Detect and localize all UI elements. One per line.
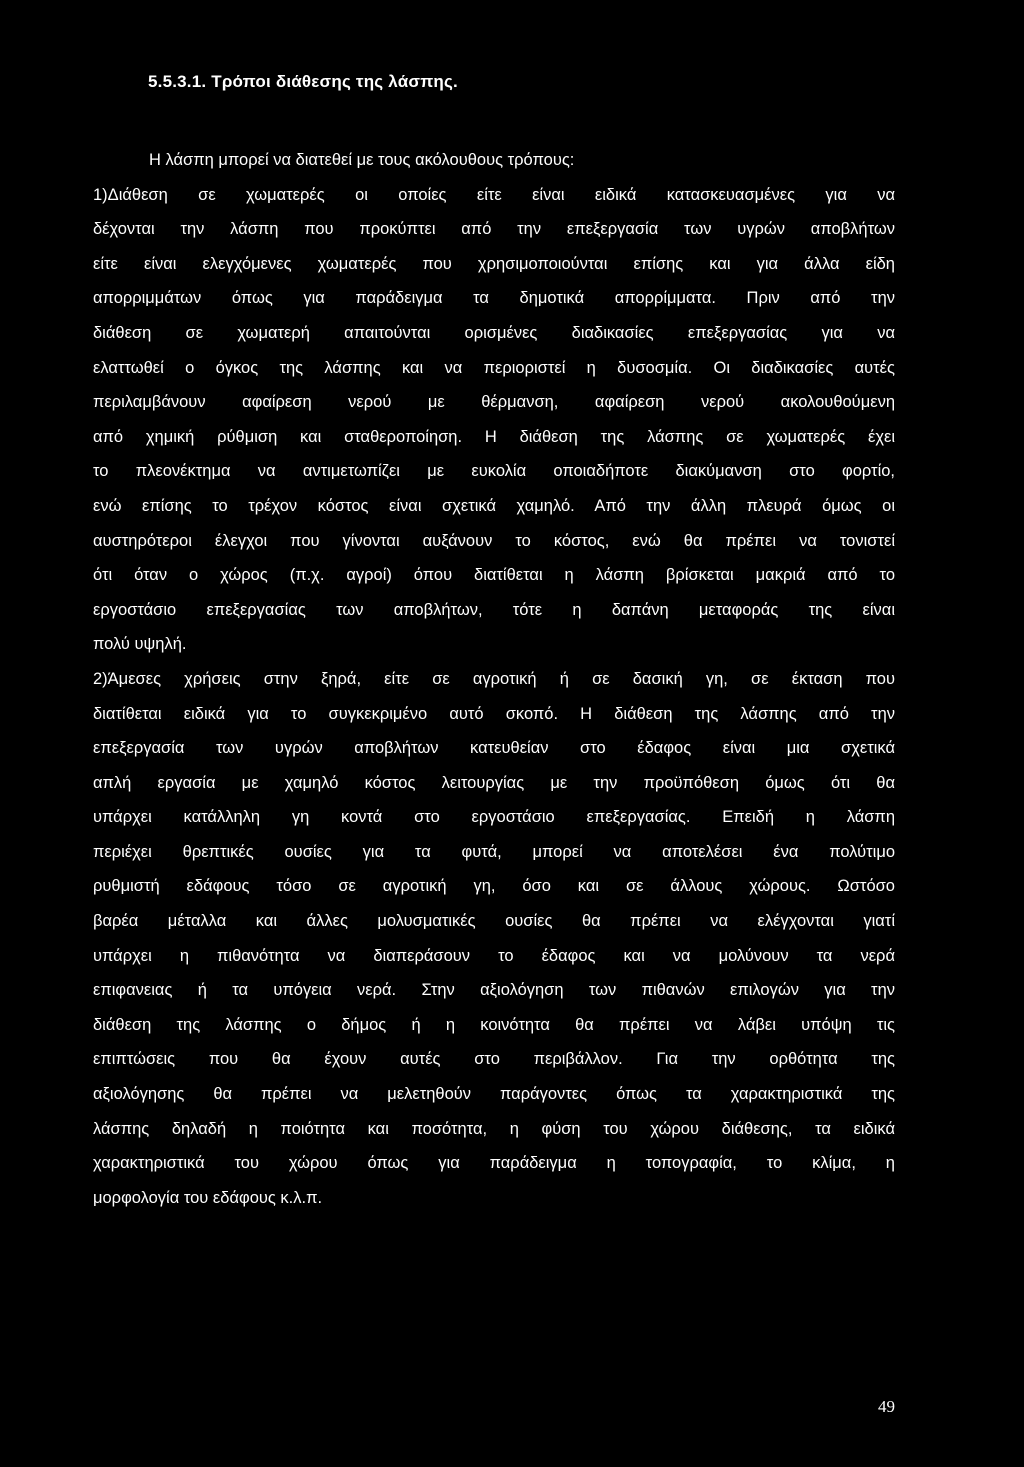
text-line: υπάρχει κατάλληλη γη κοντά στο εργοστάσιο επεξεργασίας. Επειδή η λάσπη [93,808,895,827]
text-line: επιφανειας ή τα υπόγεια νερά. Στην αξιολόγηση των πιθανών επιλογών για την [93,981,895,1000]
text-line: περιέχει θρεπτικές ουσίες για τα φυτά, μπορεί να αποτελέσει ένα πολύτιμο [93,842,895,861]
text-line: διάθεση της λάσπης ο δήμος ή η κοινότητα θα πρέπει να λάβει υπόψη τις [93,1015,895,1034]
text-line: ότι όταν ο χώρος (π.χ. αγροί) όπου διατίθεται η λάσπη βρίσκεται μακριά από το [93,566,895,585]
text-line: εργοστάσιο επεξεργασίας των αποβλήτων, τότε η δαπάνη μεταφοράς της είναι [93,600,895,619]
text-line: 2)Άμεσες χρήσεις στην ξηρά, είτε σε αγροτική ή σε δασική γη, σε έκταση που [93,669,895,688]
text-line: από χημική ρύθμιση και σταθεροποίηση. Η διάθεση της λάσπης σε χωματερές έχει [93,427,895,446]
text-line: Η λάσπη μπορεί να διατεθεί με τους ακόλουθους τρόπους: [149,151,575,169]
page-number: 49 [878,1397,895,1416]
text-line: ελαττωθεί ο όγκος της λάσπης και να περιοριστεί η δυσοσμία. Οι διαδικασίες αυτές [93,358,895,377]
body-text [93,143,895,1215]
text-line: αξιολόγησης θα πρέπει να μελετηθούν παράγοντες όπως τα χαρακτηριστικά της [93,1085,895,1104]
text-line: μορφολογία του εδάφους κ.λ.π. [93,1188,323,1207]
text-line: διατίθεται ειδικά για το συγκεκριμένο αυτό σκοπό. Η διάθεση της λάσπης από την [93,704,895,723]
text-line: διάθεση σε χωματερή απαιτούνται ορισμένες διαδικασίες επεξεργασίας για να [93,323,895,342]
text-line: ενώ επίσης το τρέχον κόστος είναι σχετικά χαμηλό. Από την άλλη πλευρά όμως οι [93,496,895,515]
text-line: πολύ υψηλή. [93,635,187,654]
text-line: είτε είναι ελεγχόμενες χωματερές που χρησιμοποιούνται επίσης και για άλλα είδη [93,254,895,273]
text-line: βαρέα μέταλλα και άλλες μολυσματικές ουσίες θα πρέπει να ελέγχονται γιατί [93,912,895,931]
text-line: 1)Διάθεση σε χωματερές οι οποίες είτε είναι ειδικά κατασκευασμένες για να [93,185,895,204]
text-line: επεξεργασία των υγρών αποβλήτων κατευθείαν στο έδαφος είναι μια σχετικά [93,739,895,758]
text-line: χαρακτηριστικά του χώρου όπως για παράδειγμα η τοπογραφία, το κλίμα, η [93,1154,895,1173]
text-line: δέχονται την λάσπη που προκύπτει από την επεξεργασία των υγρών αποβλήτων [93,220,895,239]
text-line: απορριμμάτων όπως για παράδειγμα τα δημοτικά απορρίμματα. Πριν από την [93,289,895,308]
text-line: επιπτώσεις που θα έχουν αυτές στο περιβάλλον. Για την ορθότητα της [93,1050,895,1069]
text-line: το πλεονέκτημα να αντιμετωπίζει με ευκολία οποιαδήποτε διακύμανση στο φορτίο, [93,462,895,481]
text-line: λάσπης δηλαδή η ποιότητα και ποσότητα, η φύση του χώρου διάθεσης, τα ειδικά [93,1119,895,1138]
section-heading: 5.5.3.1. Τρόποι διάθεσης της λάσπης. [148,72,458,91]
text-line: αυστηρότεροι έλεγχοι που γίνονται αυξάνουν το κόστος, ενώ θα πρέπει να τονιστεί [93,531,895,550]
text-line: περιλαμβάνουν αφαίρεση νερού με θέρμανση, αφαίρεση νερού ακολουθούμενη [93,393,895,412]
text-line: υπάρχει η πιθανότητα να διαπεράσουν το έδαφος και να μολύνουν τα νερά [93,946,895,965]
text-line: απλή εργασία με χαμηλό κόστος λειτουργίας με την προϋπόθεση όμως ότι θα [93,773,895,792]
text-line: ρυθμιστή εδάφους τόσο σε αγροτική γη, όσο και σε άλλους χώρους. Ωστόσο [93,877,895,896]
